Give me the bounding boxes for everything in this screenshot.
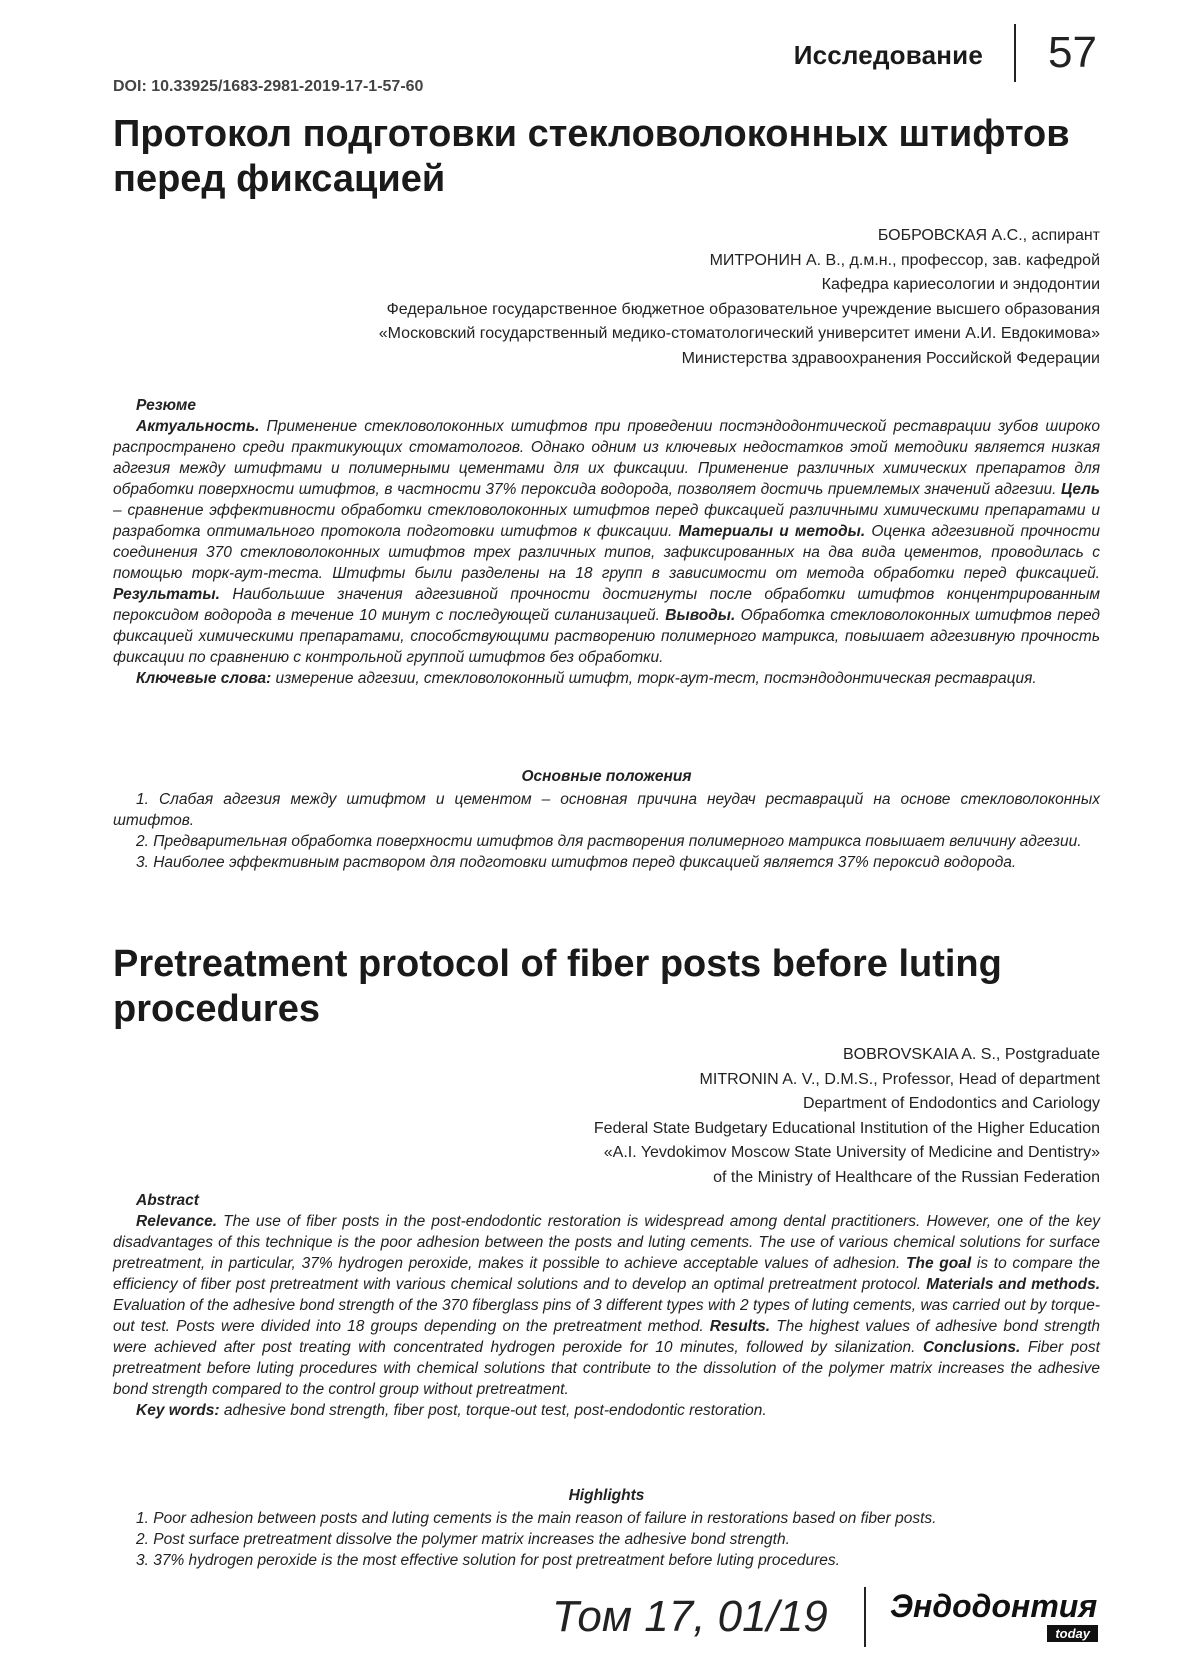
header-divider xyxy=(1014,24,1016,82)
methods-text: Evaluation of the adhesive bond strength of the 370 fiberglass pins of 3 different types with 2 types of luting cements, was carried out by torque-out test. Posts were divided into 18 groups depending on the pretreatment method. xyxy=(113,1297,1100,1335)
keywords-paragraph xyxy=(113,1400,1100,1421)
results-label: Результаты. xyxy=(113,586,220,603)
affiliation-line: of the Ministry of Healthcare of the Russian Federation xyxy=(713,1168,1100,1186)
conclusions-text: Обработка стекловолоконных штифтов перед фиксацией химическими препаратами, способствующими растворению полимерного матрикса, повышает адгезивную прочность фиксации по сравнению с контрольной группой штифтов без обработки. xyxy=(113,607,1100,666)
keywords-text: измерение адгезии, стекловолоконный штифт, торк-аут-тест, постэндодонтическая реставрация. xyxy=(271,670,1037,687)
relevance-text: Применение стекловолоконных штифтов при проведении постэндодонтической реставрации зубов широко распространено среди практикующих стоматологов. Однако одним из ключевых недостатков этой методики является низкая адгезия между штифтами и полимерными цементами для их фиксации. Применение различных химических препаратов для обработки поверхности штифтов, в частности 37% пероксида водорода, позволяет достичь приемлемых значений адгезии. xyxy=(113,418,1100,498)
doi: DOI: 10.33925/1683-2981-2019-17-1-57-60 xyxy=(113,78,424,95)
methods-label: Материалы и методы. xyxy=(678,523,866,540)
title-en: Pretreatment protocol of fiber posts before luting procedures xyxy=(113,943,1002,1030)
relevance-label: Relevance. xyxy=(136,1213,217,1230)
abstract-heading: Abstract xyxy=(136,1192,199,1209)
affiliation-line: Федеральное государственное бюджетное образовательное учреждение высшего образования xyxy=(386,300,1100,318)
abstract-paragraph xyxy=(113,416,1100,668)
goal-text: – сравнение эффективности обработки стекловолоконных штифтов перед фиксацией различными химическими препаратами и разработка оптимального протокола подготовки штифтов к фиксации. xyxy=(113,502,1100,540)
conclusions-label: Выводы. xyxy=(665,607,736,624)
goal-label: Цель xyxy=(1061,481,1100,498)
authors-en xyxy=(200,1043,1100,1190)
highlight-item: 2. Предварительная обработка поверхности штифтов для растворения полимерного матрикса повышает величину адгезии. xyxy=(136,833,1082,850)
affiliation-line: Министерства здравоохранения Российской Федерации xyxy=(681,349,1100,367)
highlights-en xyxy=(113,1485,1100,1571)
highlight-item: 1. Poor adhesion between posts and luting cements is the main reason of failure in restorations based on fiber posts. xyxy=(136,1510,937,1527)
methods-label: Materials and methods. xyxy=(926,1276,1100,1293)
highlight-item: 2. Post surface pretreatment dissolve the polymer matrix increases the adhesive bond strength. xyxy=(136,1531,790,1548)
keywords-label: Key words: xyxy=(136,1402,220,1419)
relevance-text: The use of fiber posts in the post-endodontic restoration is widespread among dental practitioners. However, one of the key disadvantages of this technique is the poor adhesion between the posts and luting cements. The use of various chemical solutions for surface pretreatment, in particular, 37% hydrogen peroxide, makes it possible to achieve acceptable values of adhesion. xyxy=(113,1213,1100,1272)
goal-text: is to compare the efficiency of fiber post pretreatment with various chemical solutions and to develop an optimal pretreatment protocol. xyxy=(113,1255,1100,1293)
journal-logo-name: Эндодонтия xyxy=(890,1588,1098,1624)
affiliation-line: «Московский государственный медико-стоматологический университет имени А.И. Евдокимова» xyxy=(378,325,1100,342)
results-text: The highest values of adhesive bond strength were achieved after post treating with concentrated hydrogen peroxide for 10 minutes, followed by silanization. xyxy=(113,1318,1100,1356)
conclusions-text: Fiber post pretreatment before luting procedures with chemical solutions that contribute to the dissolution of the polymer matrix increases the adhesive bond strength compared to the control group without pretreatment. xyxy=(113,1339,1100,1398)
affiliation-line: Federal State Budgetary Educational Institution of the Higher Education xyxy=(593,1119,1100,1137)
journal-logo xyxy=(890,1588,1100,1646)
authors-ru xyxy=(200,224,1100,371)
footer-divider xyxy=(864,1587,866,1647)
results-text: Наибольшие значения адгезивной прочности достигнуты после обработки штифтов концентрированным пероксидом водорода в течение 10 минут с последующей силанизацией. xyxy=(113,586,1100,624)
journal-logo-subtitle: today xyxy=(1047,1625,1098,1642)
highlight-item: 3. Наиболее эффективным раствором для подготовки штифтов перед фиксацией является 37% пероксид водорода. xyxy=(136,854,1017,871)
affiliation-line: Кафедра кариесологии и эндодонтии xyxy=(821,276,1100,293)
author-line: BOBROVSKAIA A. S., Postgraduate xyxy=(842,1046,1100,1063)
highlights-ru xyxy=(113,766,1100,873)
keywords-paragraph xyxy=(113,668,1100,689)
keywords-text: adhesive bond strength, fiber post, torque-out test, post-endodontic restoration. xyxy=(219,1402,767,1419)
author-line: МИТРОНИН А. В., д.м.н., профессор, зав. кафедрой xyxy=(709,251,1100,269)
methods-text: Оценка адгезивной прочности соединения 370 стекловолоконных штифтов трех различных типов, зафиксированных на два вида цементов, проводилась с помощью торк-аут-теста. Штифты были разделены на 18 групп в зависимости от метода обработки перед фиксацией. xyxy=(113,523,1100,582)
abstract-ru xyxy=(113,395,1100,689)
affiliation-line: «A.I. Yevdokimov Moscow State University of Medicine and Dentistry» xyxy=(603,1144,1100,1161)
running-header-section: Исследование xyxy=(793,40,983,70)
abstract-paragraph xyxy=(113,1211,1100,1400)
highlights-heading: Highlights xyxy=(568,1487,645,1504)
goal-label: The goal xyxy=(906,1255,972,1272)
affiliation-line: Department of Endodontics and Cariology xyxy=(802,1095,1100,1112)
journal-volume: Том 17, 01/19 xyxy=(552,1592,828,1641)
title-ru: Протокол подготовки стекловолоконных штифтов перед фиксацией xyxy=(113,113,1070,200)
highlight-item: 3. 37% hydrogen peroxide is the most effective solution for post pretreatment before luting procedures. xyxy=(136,1552,840,1569)
author-line: MITRONIN A. V., D.M.S., Professor, Head of department xyxy=(699,1070,1100,1088)
abstract-en xyxy=(113,1190,1100,1421)
page-number: 57 xyxy=(1048,28,1097,77)
keywords-label: Ключевые слова: xyxy=(136,670,272,687)
highlight-item: 1. Слабая адгезия между штифтом и цементом – основная причина неудач реставраций на основе стекловолоконных штифтов. xyxy=(113,791,1100,829)
summary-heading: Резюме xyxy=(136,397,196,414)
relevance-label: Актуальность. xyxy=(136,418,260,435)
results-label: Results. xyxy=(709,1318,771,1335)
highlights-heading: Основные положения xyxy=(521,768,692,785)
conclusions-label: Conclusions. xyxy=(922,1339,1021,1356)
author-line: БОБРОВСКАЯ А.С., аспирант xyxy=(877,227,1100,244)
